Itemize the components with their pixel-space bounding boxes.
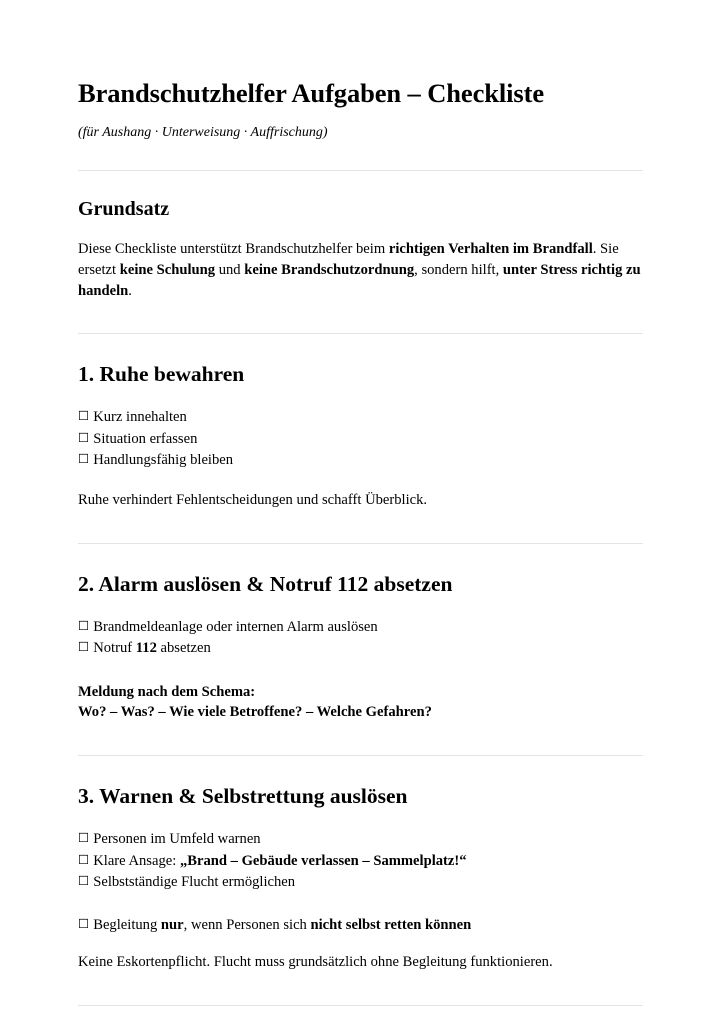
checkbox-icon[interactable]: ☐ — [78, 851, 90, 867]
page-subtitle: (für Aushang · Unterweisung · Auffrischung) — [78, 125, 328, 141]
checklist-item[interactable] — [78, 915, 643, 937]
page-title: Brandschutzhelfer Aufgaben – Checkliste — [78, 78, 544, 108]
schema-line-2: Wo? – Was? – Wie viele Betroffene? – Welche Gefahren? — [78, 704, 432, 721]
grundsatz-paragraph — [78, 239, 643, 301]
checkbox-icon[interactable]: ☐ — [78, 915, 90, 931]
section-3-note: Keine Eskortenpflicht. Flucht muss grundsätzlich ohne Begleitung funktionieren. — [78, 954, 553, 971]
section-3-checklist-secondary — [78, 915, 643, 937]
checkbox-icon[interactable]: ☐ — [78, 829, 90, 845]
checklist-item[interactable] — [78, 638, 643, 660]
section-grundsatz — [78, 197, 643, 301]
divider-after-grundsatz — [78, 333, 643, 334]
checklist-item-label: Selbstständige Flucht ermöglichen — [93, 874, 296, 891]
section-3-warnen-selbstrettung — [78, 784, 643, 973]
checklist-item[interactable] — [78, 872, 643, 894]
section-3-checklist — [78, 829, 643, 894]
section-1-heading: 1. Ruhe bewahren — [78, 362, 245, 387]
checklist-item-label: Notruf — [93, 640, 136, 657]
section-3-heading: 3. Warnen & Selbstrettung auslösen — [78, 784, 408, 809]
checkbox-icon[interactable]: ☐ — [78, 429, 90, 445]
grundsatz-text-4: , sondern hilft, — [414, 261, 503, 278]
grundsatz-bold-4: unter Stress richtig zu handeln — [78, 261, 641, 299]
grundsatz-heading: Grundsatz — [78, 198, 170, 221]
checklist-item-label: Handlungsfähig bleiben — [93, 452, 234, 469]
section-1-checklist — [78, 407, 643, 472]
checklist-item[interactable] — [78, 429, 643, 451]
section-1-ruhe-bewahren — [78, 362, 643, 510]
checklist-item[interactable] — [78, 851, 643, 873]
divider-after-header — [78, 170, 643, 171]
checkbox-icon[interactable]: ☐ — [78, 408, 90, 424]
section-2-schema — [78, 682, 643, 723]
divider-after-section-3 — [78, 1005, 643, 1006]
checklist-item-label: Kurz innehalten — [93, 409, 187, 426]
checklist-item-label-mid: , wenn Personen sich — [183, 916, 311, 933]
checklist-item[interactable] — [78, 829, 643, 851]
checkbox-icon[interactable]: ☐ — [78, 617, 90, 633]
checklist-item-label: Situation erfassen — [93, 430, 198, 447]
grundsatz-bold-2: keine Schulung — [119, 261, 216, 278]
section-2-heading: 2. Alarm auslösen & Notruf 112 absetzen — [78, 571, 453, 596]
checklist-item-label: Brandmeldeanlage oder internen Alarm auslösen — [93, 618, 378, 635]
divider-after-section-2 — [78, 755, 643, 756]
checklist-item[interactable] — [78, 407, 643, 429]
schema-line-1: Meldung nach dem Schema: — [78, 683, 256, 700]
divider-after-section-1 — [78, 543, 643, 544]
section-2-checklist — [78, 617, 643, 660]
checklist-item-emphasis: nur — [160, 916, 184, 933]
checklist-item[interactable] — [78, 617, 643, 639]
checkbox-icon[interactable]: ☐ — [78, 639, 90, 655]
grundsatz-bold-1: richtigen Verhalten im Brandfall — [388, 241, 593, 258]
grundsatz-text-2: . Sie ersetzt — [78, 241, 619, 278]
checklist-item-label: Begleitung — [93, 916, 161, 933]
grundsatz-bold-3: keine Brandschutzordnung — [244, 261, 415, 278]
section-2-alarm-ausloesen — [78, 572, 643, 723]
checkbox-icon[interactable]: ☐ — [78, 451, 90, 467]
checklist-item[interactable] — [78, 450, 643, 472]
checklist-item-emphasis: „Brand – Gebäude verlassen – Sammelplatz!“ — [179, 852, 467, 869]
checklist-item-label: Klare Ansage: — [93, 852, 180, 869]
checklist-item-label: Personen im Umfeld warnen — [93, 830, 261, 847]
checklist-item-emphasis-2: nicht selbst retten können — [310, 916, 472, 933]
checklist-item-emphasis: 112 — [135, 640, 157, 657]
checklist-item-label-tail: absetzen — [156, 640, 211, 657]
checkbox-icon[interactable]: ☐ — [78, 873, 90, 889]
section-1-note: Ruhe verhindert Fehlentscheidungen und schafft Überblick. — [78, 492, 428, 508]
grundsatz-text-1: Diese Checkliste unterstützt Brandschutzhelfer beim — [78, 241, 389, 258]
grundsatz-text-3: und — [215, 261, 245, 278]
grundsatz-text-5: . — [128, 282, 132, 299]
